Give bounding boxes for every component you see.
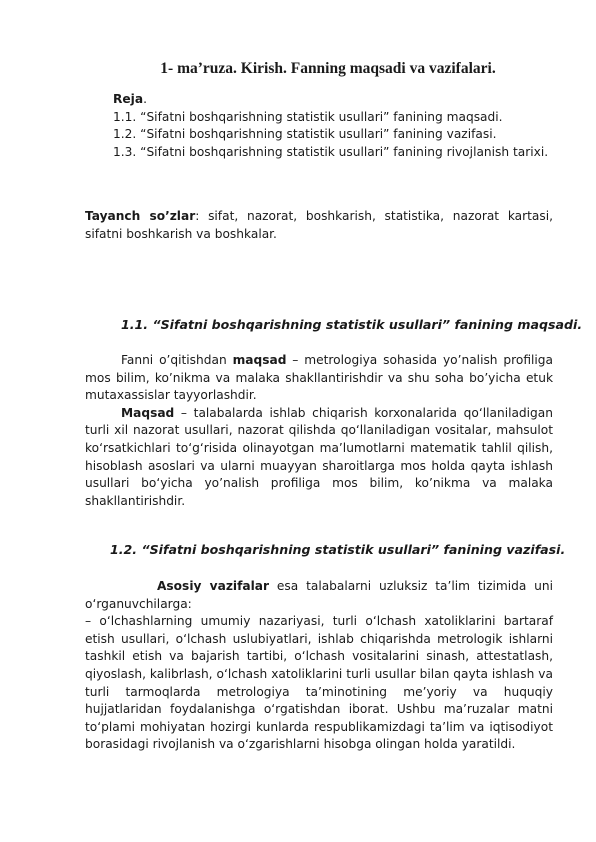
reja-item-3: 1.3. “Sifatni boshqarishning statistik usullari” fanining rivojlanish tarixi. — [113, 144, 549, 159]
s1p1-text-a: Fanni o’qitishdan — [121, 353, 233, 367]
lecture-title: 1- ma’ruza. Kirish. Fanning maqsadi va vazifalari. — [160, 60, 496, 77]
reja-label-tail: . — [143, 92, 147, 106]
section-1-paragraph-1 — [85, 352, 553, 405]
section-1-paragraph-2 — [85, 405, 553, 511]
section-2-body — [85, 578, 553, 754]
reja-item-2: 1.2. “Sifatni boshqarishning statistik usullari” fanining vazifasi. — [113, 127, 497, 142]
keywords-paragraph — [85, 208, 553, 243]
section-2-heading: 1.2. “Sifatni boshqarishning statistik usullari” fanining vazifasi. — [110, 542, 566, 557]
s1p1-bold: maqsad — [232, 353, 287, 367]
keywords-label: Tayanch so’zlar — [85, 209, 196, 223]
s1p2-text: – talabalarda ishlab chiqarish korxonalarida qo‘llaniladigan turli xil nazorat usullari, nazorat qilishda qo‘llaniladigan vositalar, mahsulot ko‘rsatkichlari to‘g‘risida olinayotgan ma’lumotlarni matematik tahlil qilish, hisoblash asoslari va ularni muayyan sharoitlarga mos holda qayta ishlash usullari bo‘yicha yo’nalish profiliga mos bilim, ko’nikma va malaka shakllantirishdir. — [85, 405, 553, 508]
reja-heading — [113, 91, 553, 109]
section-2-paragraph-2: – o‘lchashlarning umumiy nazariyasi, turli o‘lchash xatoliklarini bartaraf etish usullari, o‘lchash uslubiyatlari, ishlab chiqarishda metrologik ishlarni tashkil etish va bajarish tartibi, o‘lchash vositalarini sinash, attestatlash, qiyoslash, kalibrlash, o‘lchash xatoliklarini turli usullar bilan qayta ishlash va turli tarmoqlarda metrologiya ta’minotining me’yoriy va huquqiy hujjatlaridan foydalanishga o‘rgatishdan iborat. Ushbu ma’ruzalar matni to‘plami mohiyatan hozirgi kunlarda respublikamizdagi ta’lim va iqtisodiyot borasidagi rivojlanish va o‘zgarishlarni hisobga olingan holda yaratildi. — [85, 614, 553, 752]
section-2-paragraph-1 — [85, 578, 553, 613]
reja-label: Reja — [113, 92, 144, 106]
keywords-text: : sifat, nazorat, boshkarish, statistika, nazorat kartasi, sifatni boshkarish va boshkalar. — [85, 209, 553, 241]
reja-plan — [113, 91, 553, 161]
s1p2-bold: Maqsad — [121, 405, 175, 420]
s1p1-text-b: – metrologiya sohasida yo’nalish profiliga mos bilim, ko’nikma va malaka shakllantirishdir va shu soha bo’yicha etuk mutaxassislar tayyorlashdir. — [85, 353, 553, 403]
section-1-body — [85, 352, 553, 510]
s2p1-bold: Asosiy vazifalar — [157, 579, 270, 593]
section-1-heading: 1.1. “Sifatni boshqarishning statistik usullari” fanining maqsadi. — [121, 317, 583, 332]
reja-item-1: 1.1. “Sifatni boshqarishning statistik usullari” fanining maqsadi. — [113, 109, 503, 124]
s2p1-text: esa talabalarni uzluksiz ta’lim tizimida uni o‘rganuvchilarga: — [85, 579, 554, 611]
